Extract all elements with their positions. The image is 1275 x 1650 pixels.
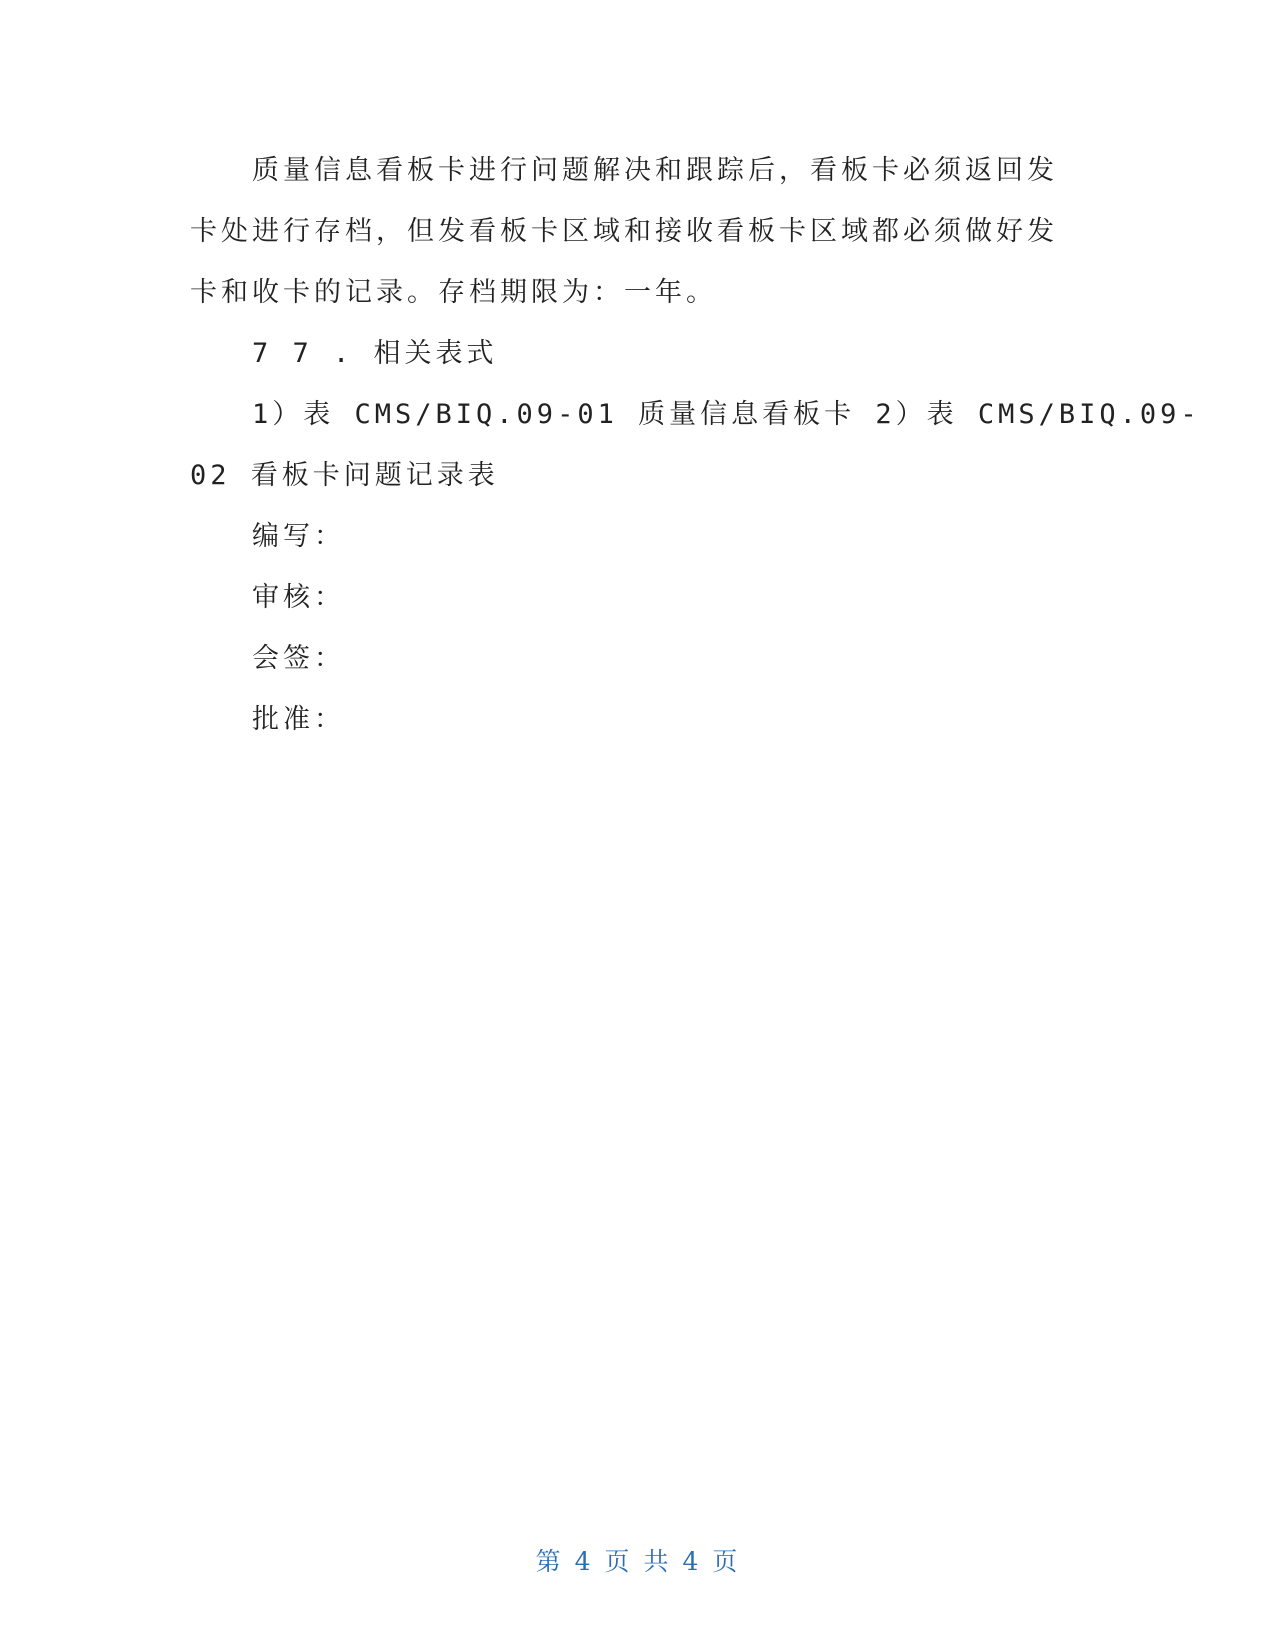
footer-suffix: 页 (712, 1547, 740, 1576)
signoff-reviewer: 审核： (252, 582, 345, 613)
text-line: 卡处进行存档，但发看板卡区域和接收看板卡区域都必须做好发 (190, 216, 1058, 247)
paragraph-archiving (190, 140, 1070, 323)
page-footer (0, 1542, 1275, 1578)
section-heading-text: 7 7 . 相关表式 (252, 338, 498, 369)
text-line: 质量信息看板卡进行问题解决和跟踪后，看板卡必须返回发 (252, 155, 1058, 186)
footer-total-word: 共 (643, 1547, 671, 1576)
section-heading (190, 323, 1070, 384)
text-line: 1）表 CMS/BIQ.09-01 质量信息看板卡 2）表 CMS/BIQ.09- (252, 399, 1201, 430)
signoff-approver: 批准： (252, 704, 345, 735)
signoff-author: 编写： (252, 521, 345, 552)
footer-prefix: 第 (535, 1547, 563, 1576)
text-line: 卡和收卡的记录。存档期限为：一年。 (190, 277, 717, 308)
footer-current-page: 4 (574, 1547, 593, 1576)
footer-total-pages: 4 (682, 1547, 701, 1576)
text-line: 02 看板卡问题记录表 (190, 460, 499, 491)
signoff-block (190, 506, 1070, 750)
document-body (190, 140, 1201, 750)
signoff-countersign: 会签： (252, 643, 345, 674)
paragraph-related-forms (190, 384, 1201, 506)
footer-page-word: 页 (604, 1547, 632, 1576)
